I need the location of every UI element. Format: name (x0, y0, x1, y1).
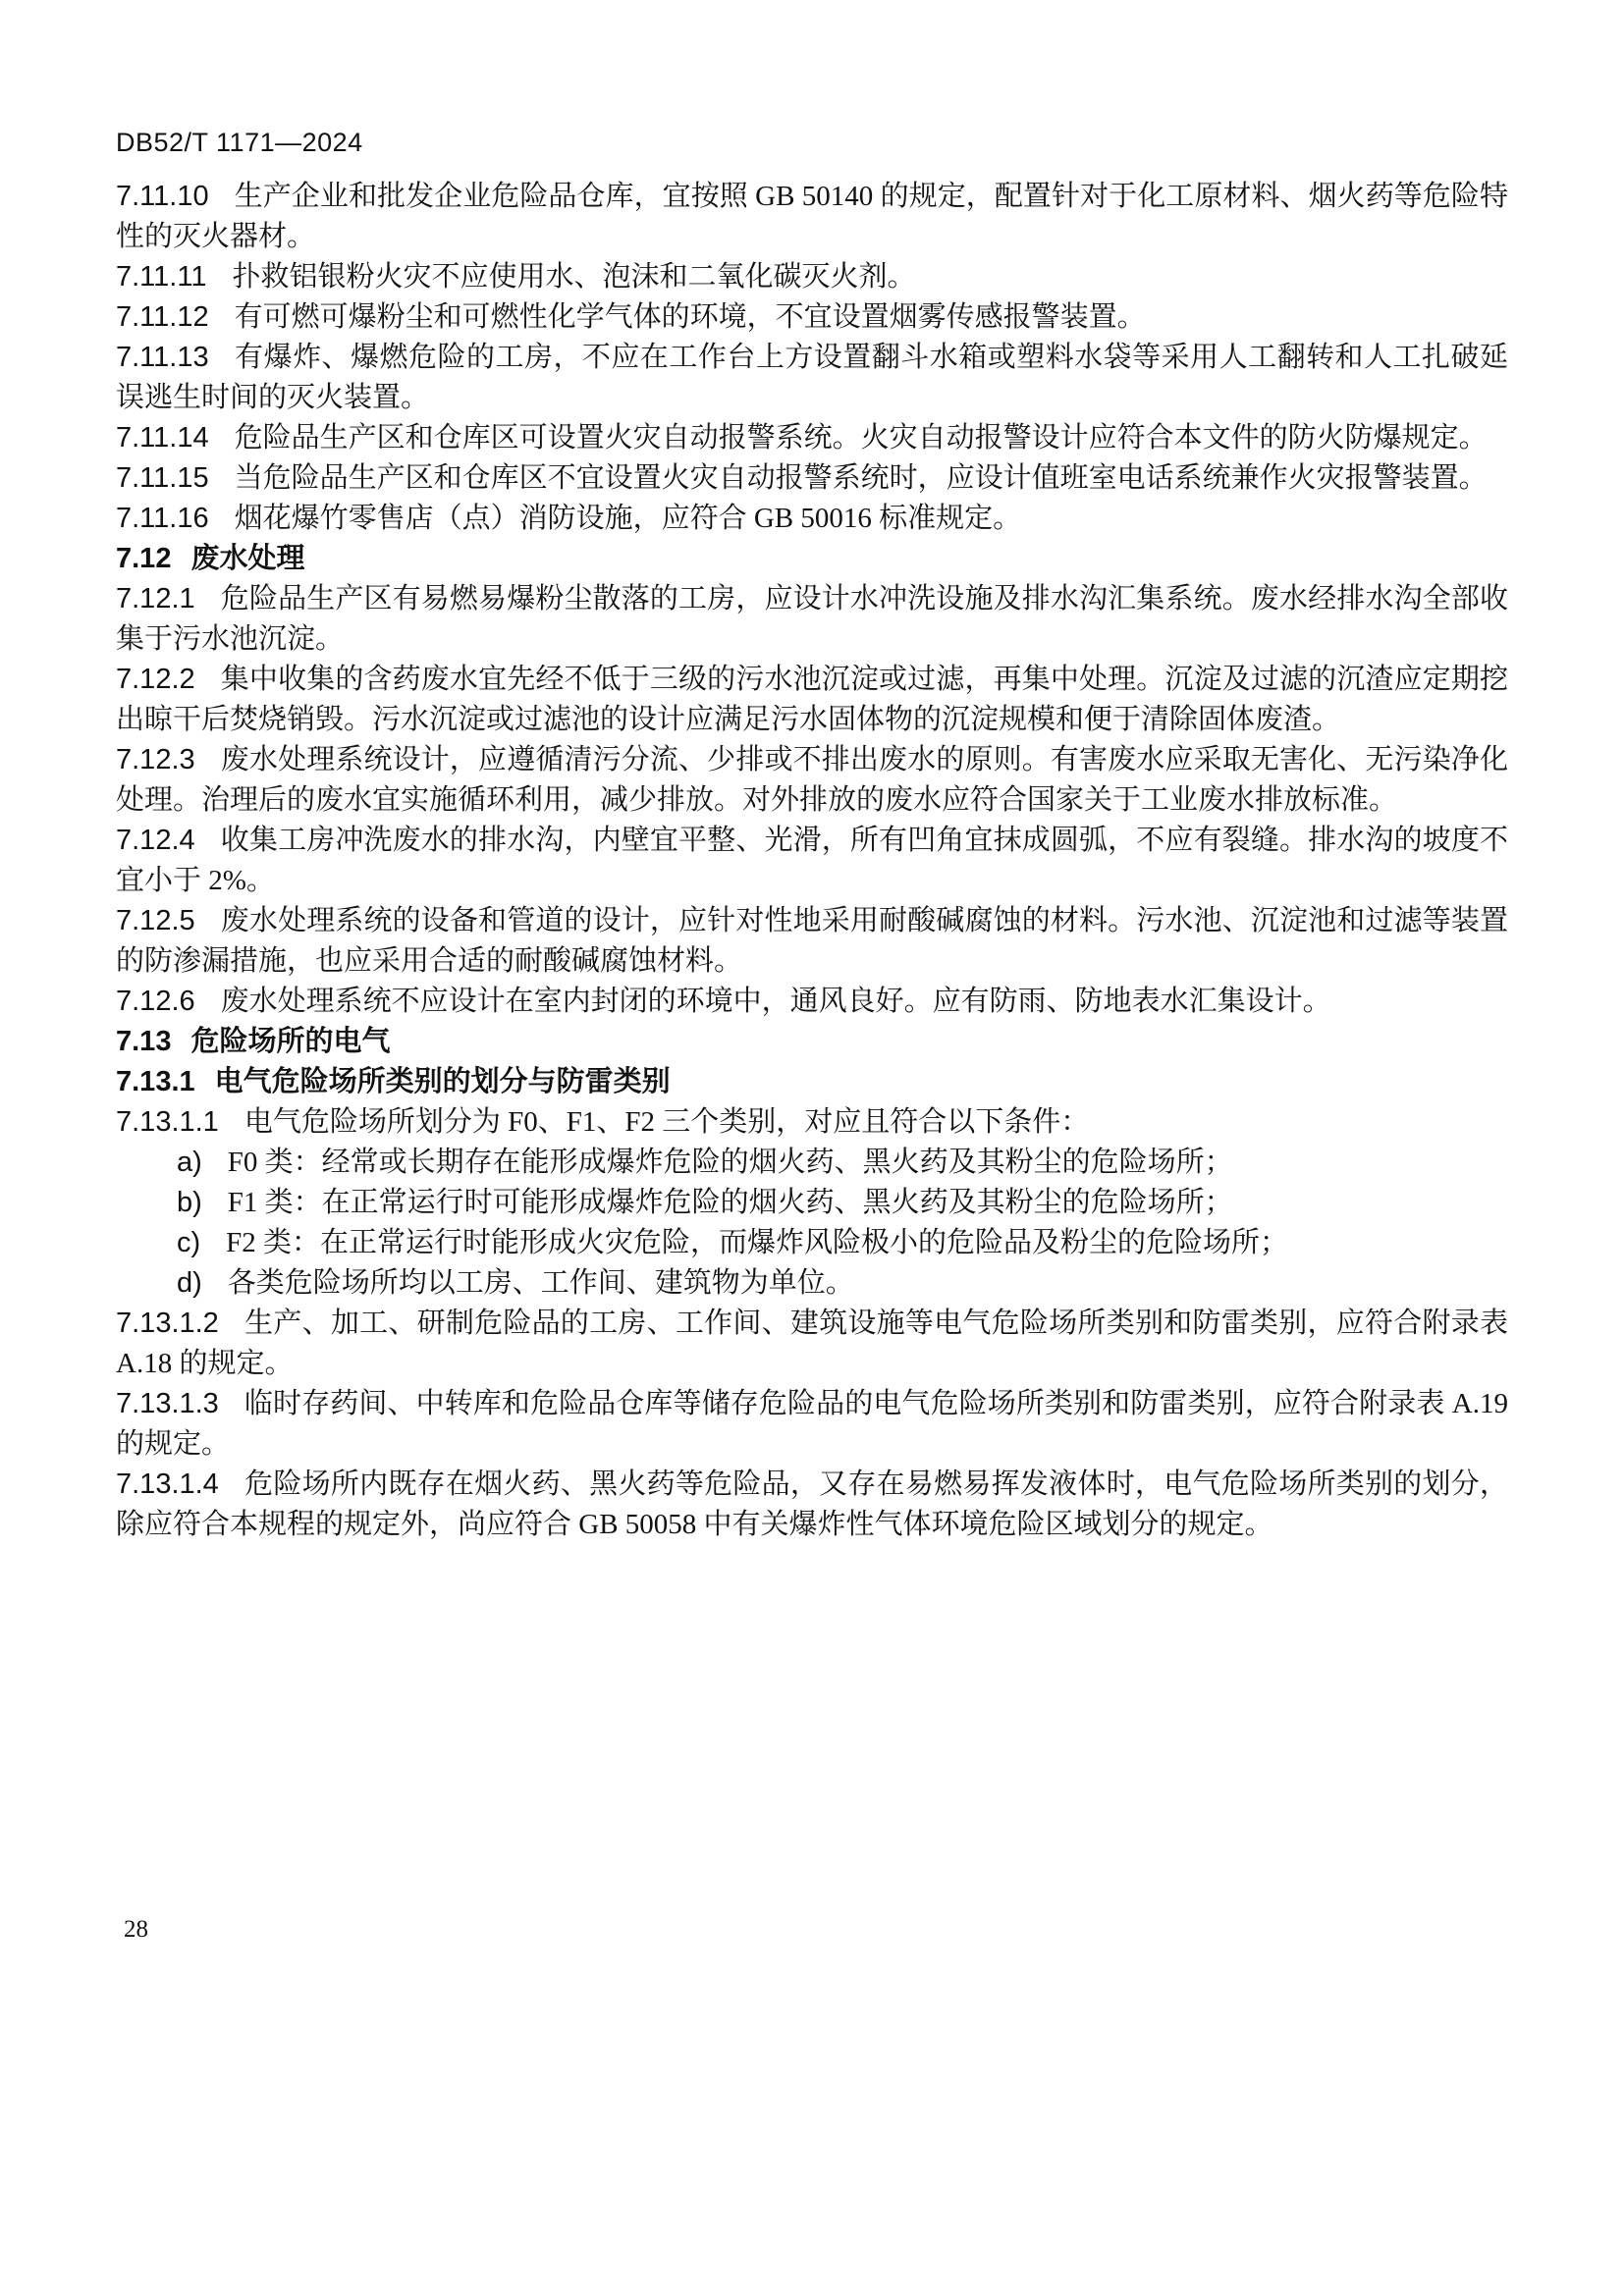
clause-number: 7.11.12 (116, 301, 209, 333)
clause (116, 982, 1508, 1022)
clause-number: 7.13.1.1 (116, 1106, 219, 1138)
clause (116, 901, 1508, 982)
clause-text: F1 类：在正常运行时可能形成爆炸危险的烟火药、黑火药及其粉尘的危险场所； (227, 1187, 1233, 1218)
document-header (116, 128, 363, 158)
clause (116, 297, 1508, 338)
clause-number: 7.12.4 (116, 825, 195, 856)
clause-number: 7.11.14 (116, 422, 209, 454)
doc-number: DB52/T 1171—2024 (116, 128, 363, 157)
page-number: 28 (124, 1916, 148, 1943)
clause (116, 821, 1508, 901)
clause-number: 7.13.1.2 (116, 1308, 219, 1339)
clause-text: 危险品生产区和仓库区可设置火灾自动报警系统。火灾自动报警设计应符合本文件的防火防爆规定。 (234, 422, 1488, 454)
clause (116, 1102, 1508, 1143)
clause (116, 458, 1508, 499)
clause-text: 有爆炸、爆燃危险的工房，不应在工作台上方设置翻斗水箱或塑料水袋等采用人工翻转和人工扎破延误逃生时间的灭火装置。 (116, 342, 1508, 413)
clause-number: 7.12.2 (116, 664, 195, 695)
clause (116, 660, 1508, 740)
clause-text: 各类危险场所均以工房、工作间、建筑物为单位。 (227, 1267, 854, 1299)
clause-number: 7.13.1.4 (116, 1468, 219, 1500)
section-heading (116, 1022, 1508, 1062)
clause (116, 740, 1508, 821)
clause-text: 危险场所内既存在烟火药、黑火药等危险品，又存在易燃易挥发液体时，电气危险场所类别的划分，除应符合本规程的规定外，尚应符合 GB 50058 中有关爆炸性气体环境危险区域划分的规定。 (116, 1468, 1508, 1540)
clause-text: 当危险品生产区和仓库区不宜设置火灾自动报警系统时，应设计值班室电话系统兼作火灾报警装置。 (234, 462, 1488, 494)
clause-number: 7.13.1 (116, 1066, 195, 1097)
clause-number: 7.12.3 (116, 744, 195, 775)
clause-text: 电气危险场所划分为 F0、F1、F2 三个类别，对应且符合以下条件： (244, 1106, 1090, 1138)
clause-number: a) (177, 1147, 202, 1178)
clause-number: 7.11.10 (116, 181, 209, 212)
list-item (116, 1143, 1508, 1183)
clause-text: 危险场所的电气 (190, 1026, 391, 1057)
clause (116, 418, 1508, 458)
list-item (116, 1223, 1508, 1263)
page-footer (124, 1916, 148, 1944)
clause-text: 有可燃可爆粉尘和可燃性化学气体的环境，不宜设置烟雾传感报警装置。 (234, 301, 1146, 333)
clause-number: 7.12 (116, 543, 172, 574)
clause (116, 1384, 1508, 1465)
section-heading (116, 539, 1508, 579)
clause-number: 7.13 (116, 1026, 172, 1057)
clause-number: 7.12.1 (116, 583, 195, 614)
clause-text: F0 类：经常或长期存在能形成爆炸危险的烟火药、黑火药及其粉尘的危险场所； (227, 1147, 1233, 1178)
clause (116, 177, 1508, 257)
clause-number: 7.13.1.3 (116, 1388, 219, 1419)
list-item (116, 1183, 1508, 1223)
clause-text: 收集工房冲洗废水的排水沟，内壁宜平整、光滑，所有凹角宜抹成圆弧，不应有裂缝。排水沟的坡度不宜小于 2%。 (116, 825, 1508, 896)
clause-text: 烟花爆竹零售店（点）消防设施，应符合 GB 50016 标准规定。 (234, 503, 1022, 534)
clause-number: 7.11.15 (116, 462, 209, 494)
clause-number: 7.11.16 (116, 503, 209, 534)
clause-text: 电气危险场所类别的划分与防雷类别 (214, 1066, 671, 1097)
clause-text: 废水处理系统的设备和管道的设计，应针对性地采用耐酸碱腐蚀的材料。污水池、沉淀池和过滤等装置的防渗漏措施，也应采用合适的耐酸碱腐蚀材料。 (116, 905, 1508, 977)
clause-number: 7.12.5 (116, 905, 195, 936)
clause-text: 危险品生产区有易燃易爆粉尘散落的工房，应设计水冲洗设施及排水沟汇集系统。废水经排水沟全部收集于污水池沉淀。 (116, 583, 1508, 655)
clause-number: 7.11.11 (116, 261, 207, 293)
clause-number: 7.11.13 (116, 342, 209, 373)
subsection-heading (116, 1062, 1508, 1102)
clause (116, 499, 1508, 539)
clause (116, 1304, 1508, 1384)
clause-number: d) (177, 1267, 202, 1299)
clause-text: 扑救铝银粉火灾不应使用水、泡沫和二氧化碳灭火剂。 (232, 261, 916, 293)
document-body (116, 177, 1508, 1545)
clause-number: c) (177, 1227, 201, 1258)
list-item (116, 1263, 1508, 1304)
clause (116, 338, 1508, 418)
clause (116, 257, 1508, 297)
clause (116, 1465, 1508, 1545)
clause-text: F2 类：在正常运行时能形成火灾危险，而爆炸风险极小的危险品及粉尘的危险场所； (226, 1227, 1289, 1258)
clause-text: 临时存药间、中转库和危险品仓库等储存危险品的电气危险场所类别和防雷类别，应符合附录表 A.19 的规定。 (116, 1388, 1508, 1460)
clause-text: 废水处理系统不应设计在室内封闭的环境中，通风良好。应有防雨、防地表水汇集设计。 (220, 986, 1331, 1017)
clause-text: 废水处理系统设计，应遵循清污分流、少排或不排出废水的原则。有害废水应采取无害化、无污染净化处理。治理后的废水宜实施循环利用，减少排放。对外排放的废水应符合国家关于工业废水排放标准。 (116, 744, 1508, 816)
clause-text: 废水处理 (190, 543, 305, 574)
clause-text: 生产、加工、研制危险品的工房、工作间、建筑设施等电气危险场所类别和防雷类别，应符合附录表 A.18 的规定。 (116, 1308, 1508, 1379)
clause-text: 生产企业和批发企业危险品仓库，宜按照 GB 50140 的规定，配置针对于化工原材料、烟火药等危险特性的灭火器材。 (116, 181, 1508, 252)
clause-text: 集中收集的含药废水宜先经不低于三级的污水池沉淀或过滤，再集中处理。沉淀及过滤的沉渣应定期挖出晾干后焚烧销毁。污水沉淀或过滤池的设计应满足污水固体物的沉淀规模和便于清除固体废渣。 (116, 664, 1508, 735)
clause-number: b) (177, 1187, 202, 1218)
clause (116, 579, 1508, 660)
clause-number: 7.12.6 (116, 986, 195, 1017)
